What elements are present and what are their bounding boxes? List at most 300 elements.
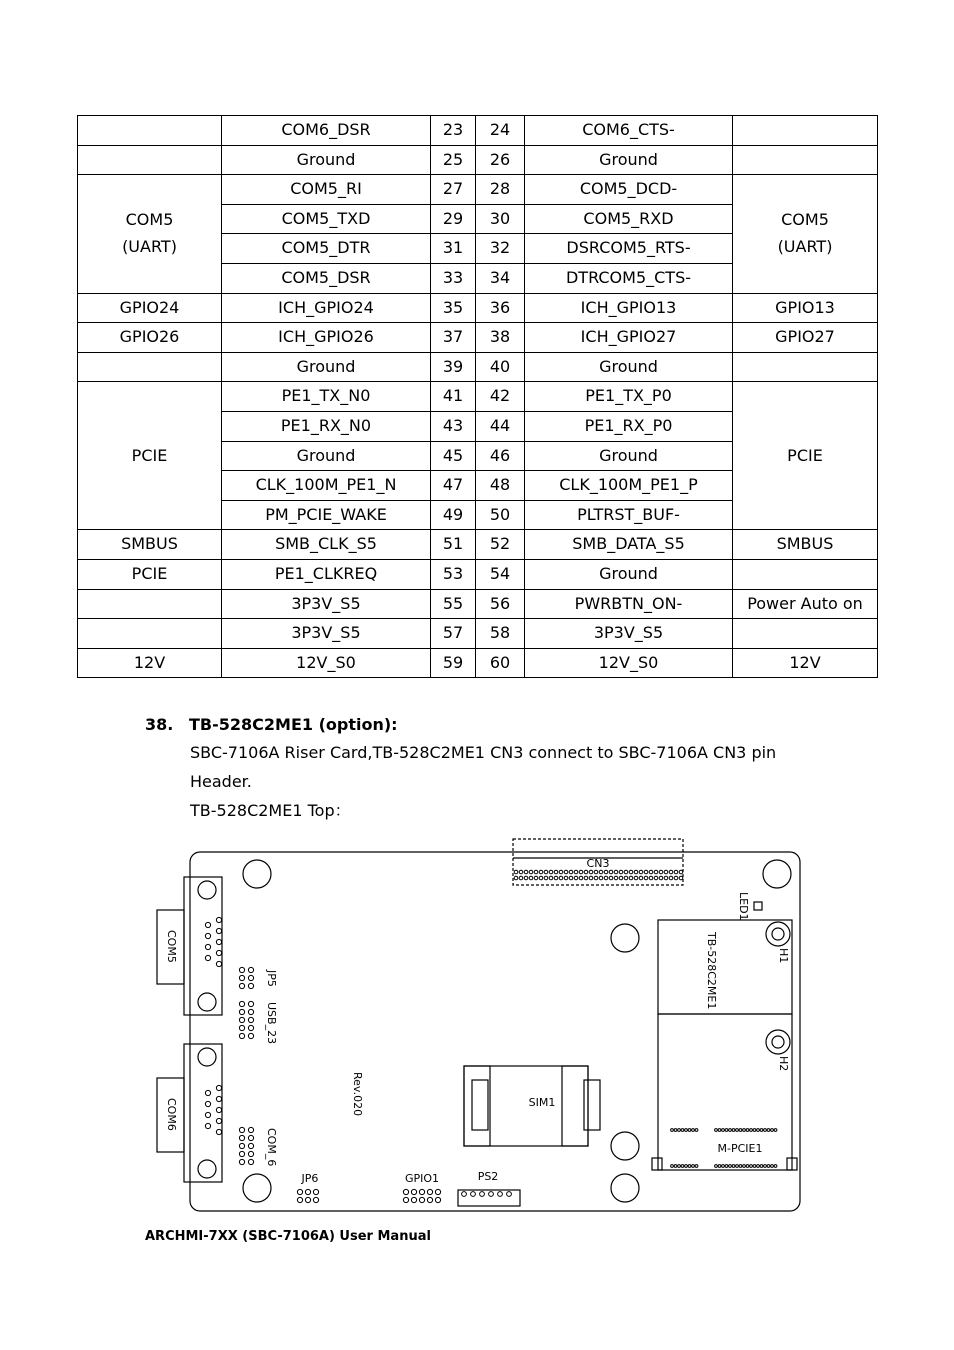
table-cell: 56 [476, 589, 525, 619]
table-cell: PE1_TX_P0 [525, 382, 733, 412]
table-cell: 28 [476, 175, 525, 205]
pin-hole [403, 1197, 408, 1202]
section-line-3: TB-528C2ME1 Top： [190, 801, 351, 820]
pin-hole [549, 876, 553, 880]
pin-hole [669, 870, 673, 874]
table-cell: 39 [431, 352, 476, 382]
table-cell: SMBUS [78, 530, 222, 560]
pin-hole [584, 876, 588, 880]
pin-hole [584, 870, 588, 874]
table-cell [733, 175, 878, 293]
table-cell: 24 [476, 116, 525, 146]
pin-hole [462, 1192, 467, 1197]
table-cell: 54 [476, 559, 525, 589]
pin-hole [519, 876, 523, 880]
pin-hole [732, 1129, 735, 1132]
pin-hole [718, 1165, 721, 1168]
table-cell: 47 [431, 471, 476, 501]
cell-line: COM5 [125, 210, 174, 230]
pin-hole [297, 1197, 302, 1202]
table-row [78, 559, 878, 589]
pin-hole [419, 1189, 424, 1194]
pin-hole [480, 1192, 485, 1197]
table-row [78, 323, 878, 353]
table-cell: 3P3V_S5 [222, 619, 431, 649]
com6-label: COM6 [165, 1098, 178, 1131]
pin-hole [564, 870, 568, 874]
pin-hole [313, 1197, 318, 1202]
pin-hole [678, 1129, 681, 1132]
pin-hole [634, 876, 638, 880]
pin-hole [685, 1165, 688, 1168]
pin-hole [678, 1165, 681, 1168]
pin-hole [729, 1129, 732, 1132]
table-cell: CLK_100M_PE1_N [222, 471, 431, 501]
pin-hole [736, 1129, 739, 1132]
pin-hole [594, 876, 598, 880]
cell-line: COM5 [781, 210, 829, 230]
table-cell: COM5_TXD [222, 204, 431, 234]
table-cell: Ground [222, 441, 431, 471]
pin-hole [629, 876, 633, 880]
pin-hole [579, 870, 583, 874]
pin-hole [239, 1159, 244, 1164]
table-cell: GPIO27 [733, 323, 878, 353]
pin-hole [239, 967, 244, 972]
table-cell: SMB_DATA_S5 [525, 530, 733, 560]
pin-hole [216, 1129, 221, 1134]
pin-hole [248, 1151, 253, 1156]
pin-hole [634, 870, 638, 874]
pin-hole [205, 1123, 210, 1128]
pin-hole [534, 876, 538, 880]
table-cell: 60 [476, 648, 525, 678]
table-cell: 31 [431, 234, 476, 264]
table-cell: ICH_GPIO24 [222, 293, 431, 323]
table-cell: Ground [525, 352, 733, 382]
pin-hole [669, 876, 673, 880]
pin-hole [604, 870, 608, 874]
table-cell: 42 [476, 382, 525, 412]
table-cell: COM5_RI [222, 175, 431, 205]
table-cell: 12V_S0 [525, 648, 733, 678]
table-cell: COM6_CTS- [525, 116, 733, 146]
table-cell: GPIO24 [78, 293, 222, 323]
table-cell: 40 [476, 352, 525, 382]
pin-hole [574, 870, 578, 874]
pin-hole [771, 1129, 774, 1132]
table-cell: COM5_RXD [525, 204, 733, 234]
table-cell: PCIE [733, 382, 878, 530]
pin-hole [216, 917, 221, 922]
pin-hole [239, 1017, 244, 1022]
table-cell: Ground [222, 145, 431, 175]
pin-hole [767, 1165, 770, 1168]
table-cell: 43 [431, 411, 476, 441]
pin-hole [681, 1129, 684, 1132]
section-body [190, 738, 845, 825]
pin-hole [760, 1165, 763, 1168]
pin-hole [248, 967, 253, 972]
table-cell: 55 [431, 589, 476, 619]
table-cell: 3P3V_S5 [222, 589, 431, 619]
pin-hole [753, 1165, 756, 1168]
table-cell: PCIE [78, 382, 222, 530]
table-cell: GPIO13 [733, 293, 878, 323]
table-cell: 51 [431, 530, 476, 560]
com5-label: COM5 [165, 930, 178, 963]
led1-label: LED1 [737, 892, 750, 921]
table-cell: Ground [525, 559, 733, 589]
section-heading [145, 712, 845, 738]
pin-hole [248, 1001, 253, 1006]
pin-hole [435, 1197, 440, 1202]
pin-hole [750, 1129, 753, 1132]
pin-hole [674, 870, 678, 874]
pin-hole [739, 1129, 742, 1132]
table-row [78, 352, 878, 382]
pin-hole [664, 876, 668, 880]
table-row [78, 589, 878, 619]
pin-hole [764, 1129, 767, 1132]
table-cell [733, 145, 878, 175]
pin-hole [750, 1165, 753, 1168]
pin-hole [524, 870, 528, 874]
pin-hole [681, 1165, 684, 1168]
table-cell: COM5_DSR [222, 263, 431, 293]
table-cell: 32 [476, 234, 525, 264]
pin-hole [739, 1165, 742, 1168]
table-row [78, 382, 878, 412]
pin-hole [688, 1129, 691, 1132]
table-cell [78, 175, 222, 293]
table-cell: SMBUS [733, 530, 878, 560]
pin-hole [574, 876, 578, 880]
pin-hole [205, 922, 210, 927]
pin-hole [248, 1159, 253, 1164]
pin-hole [688, 1165, 691, 1168]
pin-hole [216, 939, 221, 944]
pin-hole [764, 1165, 767, 1168]
pin-hole [239, 1009, 244, 1014]
com-6-label: COM_6 [265, 1128, 278, 1167]
table-cell: ICH_GPIO13 [525, 293, 733, 323]
pin-hole [624, 870, 628, 874]
pin-hole [685, 1129, 688, 1132]
table-cell [78, 589, 222, 619]
table-cell: 25 [431, 145, 476, 175]
table-cell: PCIE [78, 559, 222, 589]
pin-hole [559, 876, 563, 880]
table-cell: DSRCOM5_RTS- [525, 234, 733, 264]
pin-hole [659, 870, 663, 874]
pin-hole [757, 1129, 760, 1132]
pin-hole [624, 876, 628, 880]
table-row [78, 145, 878, 175]
table-cell: 49 [431, 500, 476, 530]
table-cell: Ground [525, 145, 733, 175]
pin-hole [544, 876, 548, 880]
pin-hole [248, 1143, 253, 1148]
pin-hole [629, 870, 633, 874]
pin-hole [239, 1143, 244, 1148]
pin-hole [589, 870, 593, 874]
pin-hole [674, 1165, 677, 1168]
pin-hole [216, 950, 221, 955]
pin-hole [216, 1085, 221, 1090]
table-row [78, 619, 878, 649]
pin-hole [216, 1107, 221, 1112]
pin-hole [411, 1197, 416, 1202]
pin-hole [604, 876, 608, 880]
table-cell: Ground [222, 352, 431, 382]
pin-hole [743, 1129, 746, 1132]
pin-hole [305, 1197, 310, 1202]
h1-label: H1 [777, 948, 790, 964]
pin-hole [599, 870, 603, 874]
section-title: TB-528C2ME1 (option): [189, 715, 398, 734]
pin-hole [205, 1090, 210, 1095]
usb23-label: USB_23 [265, 1002, 278, 1045]
pin-hole [692, 1129, 695, 1132]
pin-hole [524, 876, 528, 880]
pin-hole [216, 1118, 221, 1123]
pin-hole [746, 1129, 749, 1132]
pin-hole [722, 1165, 725, 1168]
pin-hole [216, 961, 221, 966]
table-cell: 12V [78, 648, 222, 678]
pin-hole [746, 1165, 749, 1168]
table-cell: 30 [476, 204, 525, 234]
pin-hole [248, 1025, 253, 1030]
pin-hole [239, 1025, 244, 1030]
jp5-label: JP5 [265, 970, 278, 987]
pin-hole [569, 870, 573, 874]
table-cell: PLTRST_BUF- [525, 500, 733, 530]
pin-hole [239, 983, 244, 988]
table-cell: SMB_CLK_S5 [222, 530, 431, 560]
section-number: 38. [145, 715, 174, 734]
pin-hole [554, 870, 558, 874]
board-layout-diagram [150, 836, 810, 1216]
pin-hole [674, 876, 678, 880]
pin-hole [695, 1129, 698, 1132]
table-row [78, 293, 878, 323]
pin-hole [239, 1001, 244, 1006]
table-cell: 33 [431, 263, 476, 293]
pin-hole [403, 1189, 408, 1194]
section-line-2: Header. [190, 772, 252, 791]
pin-hole [435, 1189, 440, 1194]
table-cell [733, 559, 878, 589]
pin-hole [205, 1101, 210, 1106]
pin-hole [619, 876, 623, 880]
pin-hole [205, 1112, 210, 1117]
table-cell: 52 [476, 530, 525, 560]
table-cell: GPIO26 [78, 323, 222, 353]
pin-hole [671, 1129, 674, 1132]
pin-hole [639, 876, 643, 880]
pin-hole [297, 1189, 302, 1194]
table-cell: 29 [431, 204, 476, 234]
pin-hole [725, 1165, 728, 1168]
mpcie1-label: M-PCIE1 [717, 1142, 763, 1155]
pin-hole [411, 1189, 416, 1194]
section-line-1: SBC-7106A Riser Card,TB-528C2ME1 CN3 connect to SBC-7106A CN3 pin [190, 743, 777, 762]
table-cell: 23 [431, 116, 476, 146]
table-cell: PM_PCIE_WAKE [222, 500, 431, 530]
table-cell: 57 [431, 619, 476, 649]
table-cell: 12V [733, 648, 878, 678]
pin-hole [539, 870, 543, 874]
pin-hole [679, 876, 683, 880]
pin-hole [569, 876, 573, 880]
pin-hole [644, 876, 648, 880]
pin-hole [725, 1129, 728, 1132]
pin-hole [767, 1129, 770, 1132]
pin-hole [427, 1189, 432, 1194]
table-cell: 37 [431, 323, 476, 353]
pin-hole [743, 1165, 746, 1168]
ps2-label: PS2 [477, 1170, 499, 1183]
table-row [78, 175, 878, 205]
table-cell: PE1_CLKREQ [222, 559, 431, 589]
pin-hole [659, 876, 663, 880]
pin-hole [248, 1127, 253, 1132]
pin-hole [248, 983, 253, 988]
pin-hole [239, 1151, 244, 1156]
pin-hole [239, 1127, 244, 1132]
pin-hole [722, 1129, 725, 1132]
table-cell: 53 [431, 559, 476, 589]
pin-hole [619, 870, 623, 874]
pin-hole [760, 1129, 763, 1132]
table-cell: Power Auto on [733, 589, 878, 619]
pin-hole [498, 1192, 503, 1197]
table-cell: 46 [476, 441, 525, 471]
table-cell: PE1_RX_P0 [525, 411, 733, 441]
pin-hole [305, 1189, 310, 1194]
pin-hole [239, 975, 244, 980]
footer-manual-title: ARCHMI-7XX (SBC-7106A) User Manual [145, 1229, 431, 1244]
pin-assignment-table [77, 115, 878, 678]
table-row [78, 530, 878, 560]
pin-hole [674, 1129, 677, 1132]
pin-hole [554, 876, 558, 880]
pin-hole [654, 870, 658, 874]
pin-hole [559, 870, 563, 874]
pin-hole [774, 1165, 777, 1168]
pin-hole [529, 870, 533, 874]
table-cell: COM5_DCD- [525, 175, 733, 205]
pin-hole [239, 1033, 244, 1038]
table-cell [78, 352, 222, 382]
table-cell: 44 [476, 411, 525, 441]
table-row [78, 648, 878, 678]
pin-hole [239, 1135, 244, 1140]
section-38 [145, 712, 845, 825]
pin-hole [639, 870, 643, 874]
pin-hole [671, 1165, 674, 1168]
table-cell: PE1_TX_N0 [222, 382, 431, 412]
table-cell: 50 [476, 500, 525, 530]
pin-hole [679, 870, 683, 874]
pin-hole [248, 1009, 253, 1014]
pin-hole [736, 1165, 739, 1168]
table-cell: PWRBTN_ON- [525, 589, 733, 619]
pin-hole [753, 1129, 756, 1132]
table-cell [78, 619, 222, 649]
pin-hole [664, 870, 668, 874]
pin-hole [609, 870, 613, 874]
table-cell: DTRCOM5_CTS- [525, 263, 733, 293]
table-cell [733, 619, 878, 649]
pin-hole [205, 944, 210, 949]
model-label: TB-528C2ME1 [705, 932, 718, 1010]
pin-hole [216, 1096, 221, 1101]
pin-hole [471, 1192, 476, 1197]
pin-hole [519, 870, 523, 874]
table-cell: 48 [476, 471, 525, 501]
pin-hole [695, 1165, 698, 1168]
pin-hole [757, 1165, 760, 1168]
pin-hole [248, 1135, 253, 1140]
table-cell: 27 [431, 175, 476, 205]
pin-hole [313, 1189, 318, 1194]
pin-hole [419, 1197, 424, 1202]
pin-hole [718, 1129, 721, 1132]
cn3-label: CN3 [586, 857, 610, 870]
pin-hole [564, 876, 568, 880]
table-cell: 36 [476, 293, 525, 323]
pin-hole [205, 955, 210, 960]
pin-hole [594, 870, 598, 874]
table-cell [78, 145, 222, 175]
table-cell: 41 [431, 382, 476, 412]
pin-hole [539, 876, 543, 880]
pin-hole [732, 1165, 735, 1168]
pin-hole [205, 933, 210, 938]
pin-hole [248, 975, 253, 980]
rev-label: Rev.020 [351, 1072, 364, 1117]
pin-hole [609, 876, 613, 880]
pin-hole [589, 876, 593, 880]
pin-hole [599, 876, 603, 880]
pin-hole [692, 1165, 695, 1168]
sim1-label: SIM1 [528, 1096, 556, 1109]
table-cell: 34 [476, 263, 525, 293]
jp6-label: JP6 [301, 1172, 319, 1185]
pin-hole [614, 876, 618, 880]
pin-hole [715, 1165, 718, 1168]
table-cell: 26 [476, 145, 525, 175]
pin-hole [514, 870, 518, 874]
cell-line: (UART) [122, 236, 177, 256]
pin-hole [549, 870, 553, 874]
pin-hole [649, 870, 653, 874]
table-cell: 58 [476, 619, 525, 649]
table-cell: COM5_DTR [222, 234, 431, 264]
pin-hole [427, 1197, 432, 1202]
pin-hole [774, 1129, 777, 1132]
table-cell: 38 [476, 323, 525, 353]
pin-hole [248, 1033, 253, 1038]
table-cell [733, 116, 878, 146]
pin-hole [649, 876, 653, 880]
pin-hole [489, 1192, 494, 1197]
table-cell: Ground [525, 441, 733, 471]
table-cell: COM6_DSR [222, 116, 431, 146]
